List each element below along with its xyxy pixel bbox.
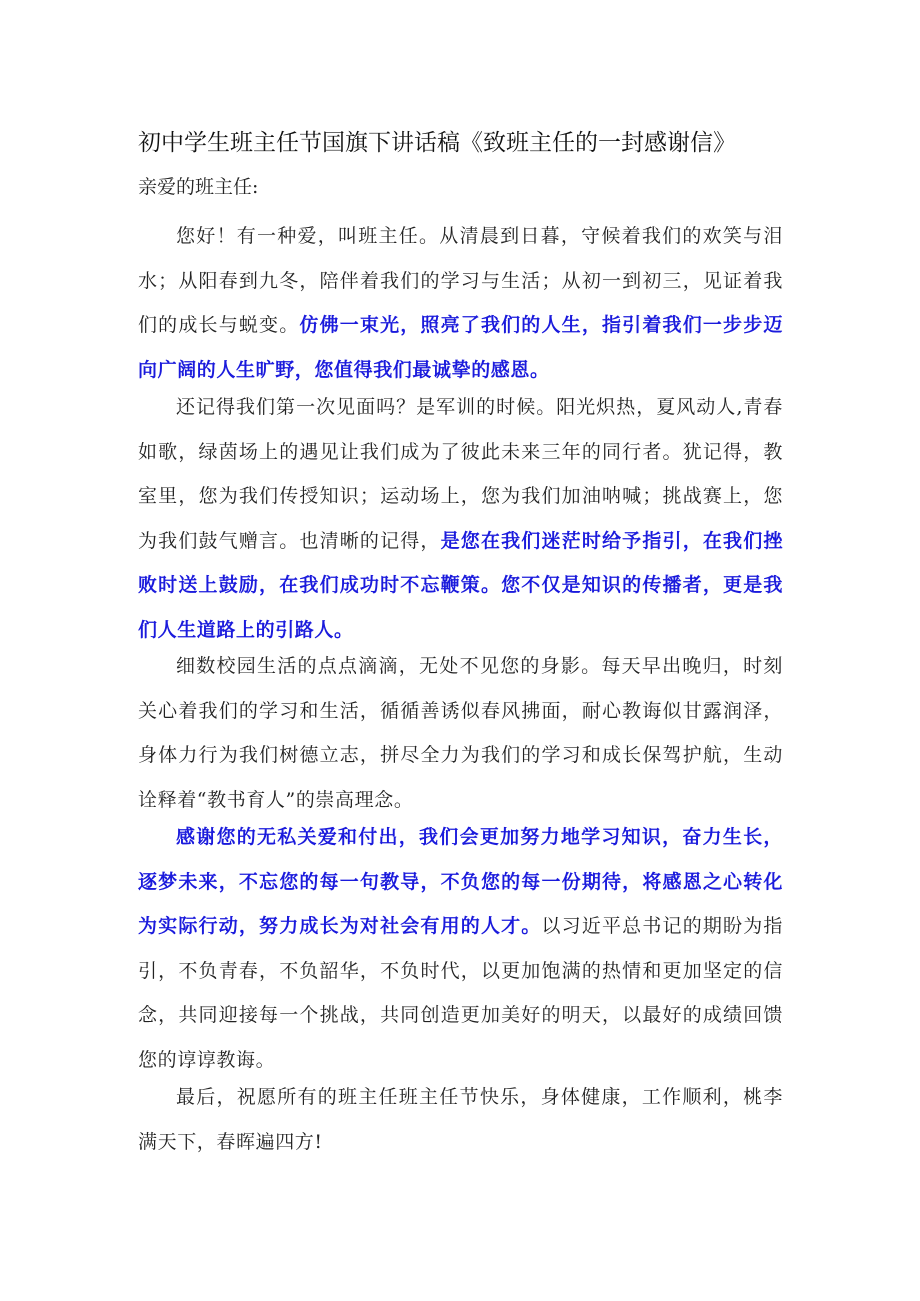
paragraph-3: [138, 644, 783, 822]
paragraph-2: [138, 385, 783, 652]
paragraph-text: 您好！有一种爱，叫班主任。从清晨到日暮，守候着我们的欢笑与泪水；从阳春到九冬，陪伴着我们的学习与生活；从初一到初三，见证着我们的成长与蜕变。: [138, 225, 783, 336]
greeting: 亲爱的班主任:: [138, 176, 259, 198]
paragraph-text: 细数校园生活的点点滴滴，无处不见您的身影。每天早出晚归，时刻关心着我们的学习和生活，循循善诱似春风拂面，耐心教诲似甘露润泽，身体力行为我们树德立志，拼尽全力为我们的学习和成长保驾护航，生动诠释着“教书育人”的崇高理念。: [138, 655, 783, 811]
paragraph-1: [138, 214, 783, 392]
highlighted-text: 仿佛一束光，照亮了我们的人生，指引着我们一步步迈向广阔的人生旷野，您值得我们最诚挚的感恩。: [138, 314, 783, 381]
paragraph-text: 以习近平总书记的期盼为指引，不负青春，不负韶华，不负时代，以更加饱满的热情和更加坚定的信念，共同迎接每一个挑战，共同创造更加美好的明天，以最好的成绩回馈您的谆谆教诲。: [138, 915, 783, 1071]
paragraph-4: [138, 815, 783, 1082]
document-title: 初中学生班主任节国旗下讲话稿《致班主任的一封感谢信》: [138, 130, 736, 156]
highlighted-text: 感谢您的无私关爱和付出，我们会更加努力地学习知识，奋力生长，逐梦未来，不忘您的每一句教导，不负您的每一份期待，将感恩之心转化为实际行动，努力成长为对社会有用的人才。: [138, 826, 783, 937]
highlighted-text: 是您在我们迷茫时给予指引，在我们挫败时送上鼓励，在我们成功时不忘鞭策。您不仅是知识的传播者，更是我们人生道路上的引路人。: [138, 529, 783, 641]
paragraph-text: 最后，祝愿所有的班主任班主任节快乐，身体健康，工作顺利，桃李满天下，春晖遍四方!: [138, 1086, 783, 1153]
paragraph-5: [138, 1075, 783, 1164]
paragraph-text: 还记得我们第一次见面吗？是军训的时候。阳光炽热，夏风动人,青春如歌，绿茵场上的遇见让我们成为了彼此未来三年的同行者。犹记得，教室里，您为我们传授知识；运动场上，您为我们加油呐喊；挑战赛上，您为我们鼓气赠言。也清晰的记得，: [138, 396, 783, 552]
